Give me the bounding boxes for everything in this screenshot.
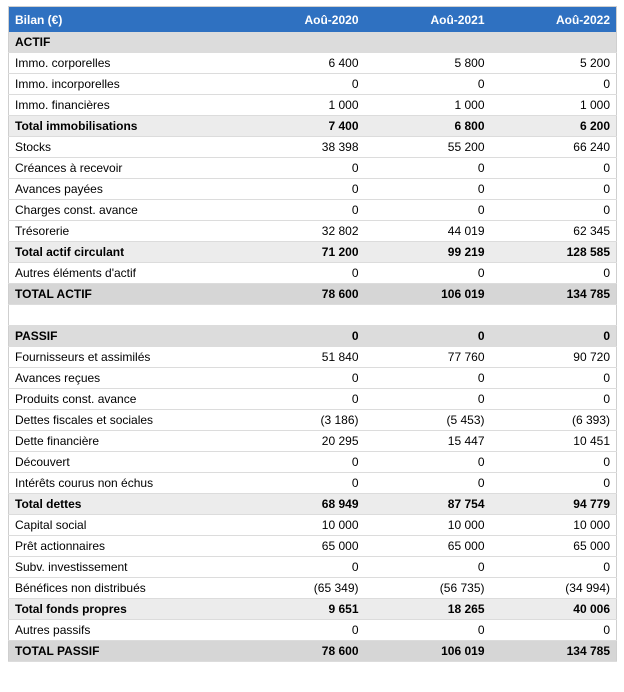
- table-row: [9, 53, 617, 74]
- row-value: [365, 32, 491, 53]
- row-value: 0: [244, 557, 365, 578]
- table-row: [9, 74, 617, 95]
- row-value: 10 000: [365, 515, 491, 536]
- table-row: [9, 158, 617, 179]
- row-value: 0: [244, 473, 365, 494]
- row-label: PASSIF: [9, 326, 244, 347]
- row-value: 62 345: [491, 221, 617, 242]
- row-value: 20 295: [244, 431, 365, 452]
- table-row: [9, 452, 617, 473]
- table-body: [9, 32, 617, 662]
- row-value: 0: [491, 158, 617, 179]
- table-row: [9, 557, 617, 578]
- row-value: 78 600: [244, 284, 365, 305]
- row-value: (3 186): [244, 410, 365, 431]
- row-value: 71 200: [244, 242, 365, 263]
- total-row: [9, 599, 617, 620]
- row-value: 6 400: [244, 53, 365, 74]
- row-value: 66 240: [491, 137, 617, 158]
- row-label: Produits const. avance: [9, 389, 244, 410]
- table-row: [9, 221, 617, 242]
- table-row: [9, 389, 617, 410]
- row-value: 15 447: [365, 431, 491, 452]
- grand-row: [9, 284, 617, 305]
- row-value: 0: [244, 158, 365, 179]
- table-row: [9, 368, 617, 389]
- table-row: [9, 620, 617, 641]
- table-header: [9, 7, 617, 33]
- row-value: 0: [244, 620, 365, 641]
- row-label: Capital social: [9, 515, 244, 536]
- row-value: 32 802: [244, 221, 365, 242]
- row-value: 87 754: [365, 494, 491, 515]
- row-value: 0: [365, 557, 491, 578]
- row-label: TOTAL ACTIF: [9, 284, 244, 305]
- year-header-2021: Aoû-2021: [365, 7, 491, 33]
- row-label: Stocks: [9, 137, 244, 158]
- row-value: 90 720: [491, 347, 617, 368]
- row-value: [491, 305, 617, 326]
- table-row: [9, 473, 617, 494]
- row-value: 0: [491, 620, 617, 641]
- row-value: 0: [365, 200, 491, 221]
- row-value: 5 800: [365, 53, 491, 74]
- balance-sheet: [8, 6, 616, 662]
- row-label: Total actif circulant: [9, 242, 244, 263]
- row-value: 0: [365, 158, 491, 179]
- row-value: 0: [365, 263, 491, 284]
- row-value: 38 398: [244, 137, 365, 158]
- row-value: 0: [491, 473, 617, 494]
- row-value: 0: [365, 389, 491, 410]
- row-label: ACTIF: [9, 32, 244, 53]
- row-value: 0: [491, 452, 617, 473]
- row-label: Avances reçues: [9, 368, 244, 389]
- section-row: [9, 32, 617, 53]
- row-label: Charges const. avance: [9, 200, 244, 221]
- row-label: Immo. corporelles: [9, 53, 244, 74]
- row-value: 0: [244, 200, 365, 221]
- row-value: 0: [365, 179, 491, 200]
- row-value: (65 349): [244, 578, 365, 599]
- row-value: 0: [244, 326, 365, 347]
- row-value: 51 840: [244, 347, 365, 368]
- row-value: 1 000: [491, 95, 617, 116]
- row-label: Créances à recevoir: [9, 158, 244, 179]
- row-label: Découvert: [9, 452, 244, 473]
- table-title: Bilan (€): [9, 7, 244, 33]
- row-value: 0: [365, 74, 491, 95]
- row-label: TOTAL PASSIF: [9, 641, 244, 662]
- row-value: 40 006: [491, 599, 617, 620]
- row-label: Total immobilisations: [9, 116, 244, 137]
- row-value: 6 200: [491, 116, 617, 137]
- row-value: 0: [491, 326, 617, 347]
- row-value: [491, 32, 617, 53]
- row-label: Trésorerie: [9, 221, 244, 242]
- row-label: Autres passifs: [9, 620, 244, 641]
- year-header-2020: Aoû-2020: [244, 7, 365, 33]
- total-row: [9, 116, 617, 137]
- row-value: 0: [244, 368, 365, 389]
- row-value: 0: [491, 389, 617, 410]
- row-value: (5 453): [365, 410, 491, 431]
- row-value: 0: [365, 473, 491, 494]
- row-value: 0: [244, 452, 365, 473]
- header-row: [9, 7, 617, 33]
- row-value: 0: [491, 179, 617, 200]
- row-value: 0: [491, 368, 617, 389]
- year-header-2022: Aoû-2022: [491, 7, 617, 33]
- row-value: 94 779: [491, 494, 617, 515]
- row-label: Total fonds propres: [9, 599, 244, 620]
- table-row: [9, 200, 617, 221]
- row-value: (6 393): [491, 410, 617, 431]
- row-value: [244, 32, 365, 53]
- row-value: 106 019: [365, 641, 491, 662]
- row-value: 0: [365, 326, 491, 347]
- row-value: 65 000: [365, 536, 491, 557]
- table-row: [9, 137, 617, 158]
- row-value: 0: [365, 452, 491, 473]
- row-value: 68 949: [244, 494, 365, 515]
- row-value: 0: [244, 263, 365, 284]
- row-value: 10 451: [491, 431, 617, 452]
- row-value: 18 265: [365, 599, 491, 620]
- table-row: [9, 410, 617, 431]
- row-value: 1 000: [244, 95, 365, 116]
- row-value: 0: [365, 368, 491, 389]
- row-value: 134 785: [491, 284, 617, 305]
- row-value: (34 994): [491, 578, 617, 599]
- row-value: 0: [491, 557, 617, 578]
- row-value: [365, 305, 491, 326]
- row-label: Intérêts courus non échus: [9, 473, 244, 494]
- row-value: 9 651: [244, 599, 365, 620]
- row-value: 99 219: [365, 242, 491, 263]
- row-value: 7 400: [244, 116, 365, 137]
- row-value: 10 000: [244, 515, 365, 536]
- row-value: 128 585: [491, 242, 617, 263]
- table-row: [9, 95, 617, 116]
- table-row: [9, 263, 617, 284]
- row-value: 0: [365, 620, 491, 641]
- row-value: 0: [244, 74, 365, 95]
- row-value: 44 019: [365, 221, 491, 242]
- table-row: [9, 578, 617, 599]
- row-value: 5 200: [491, 53, 617, 74]
- section-row: [9, 326, 617, 347]
- row-label: [9, 305, 244, 326]
- row-value: 0: [491, 200, 617, 221]
- row-value: 55 200: [365, 137, 491, 158]
- row-value: 77 760: [365, 347, 491, 368]
- row-label: Avances payées: [9, 179, 244, 200]
- row-label: Dettes fiscales et sociales: [9, 410, 244, 431]
- row-value: 1 000: [365, 95, 491, 116]
- row-label: Autres éléments d'actif: [9, 263, 244, 284]
- row-value: [244, 305, 365, 326]
- row-label: Prêt actionnaires: [9, 536, 244, 557]
- row-label: Bénéfices non distribués: [9, 578, 244, 599]
- table-row: [9, 179, 617, 200]
- row-value: 0: [491, 74, 617, 95]
- row-value: 106 019: [365, 284, 491, 305]
- row-value: 0: [244, 389, 365, 410]
- row-label: Subv. investissement: [9, 557, 244, 578]
- row-value: 134 785: [491, 641, 617, 662]
- row-value: 65 000: [491, 536, 617, 557]
- table-row: [9, 347, 617, 368]
- table-row: [9, 515, 617, 536]
- row-label: Immo. financières: [9, 95, 244, 116]
- row-label: Immo. incorporelles: [9, 74, 244, 95]
- spacer-row: [9, 305, 617, 326]
- row-value: 10 000: [491, 515, 617, 536]
- row-value: 65 000: [244, 536, 365, 557]
- row-value: 6 800: [365, 116, 491, 137]
- row-label: Fournisseurs et assimilés: [9, 347, 244, 368]
- row-value: 0: [244, 179, 365, 200]
- total-row: [9, 494, 617, 515]
- row-value: 78 600: [244, 641, 365, 662]
- row-label: Total dettes: [9, 494, 244, 515]
- row-value: 0: [491, 263, 617, 284]
- table-row: [9, 536, 617, 557]
- table-row: [9, 431, 617, 452]
- balance-sheet-table: [8, 6, 617, 662]
- grand-row: [9, 641, 617, 662]
- row-value: (56 735): [365, 578, 491, 599]
- total-row: [9, 242, 617, 263]
- row-label: Dette financière: [9, 431, 244, 452]
